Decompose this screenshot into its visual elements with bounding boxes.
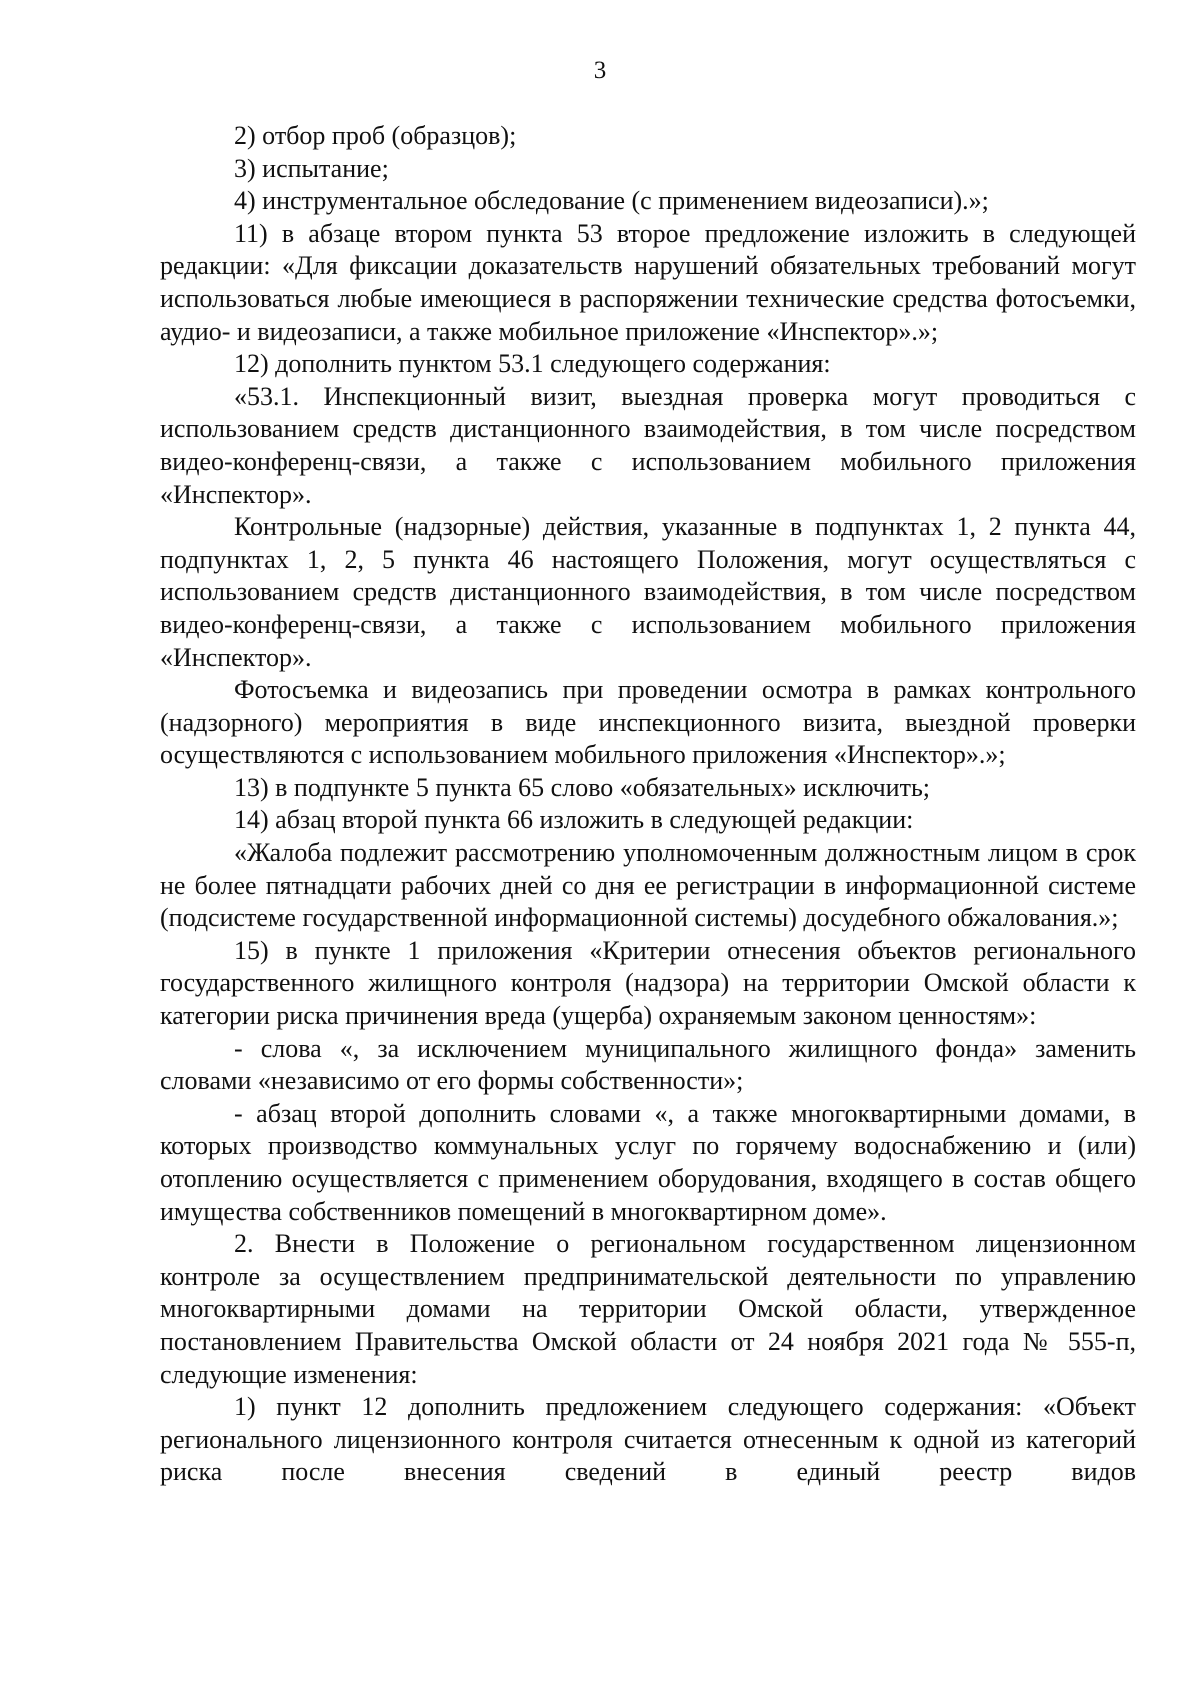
paragraph-section-2-item-1: 1) пункт 12 дополнить предложением следующего содержания: «Объект регионального лицензионного контроля считается отнесенным к одной из категорий риска после внесения сведений в единый реестр видов [160, 1392, 1136, 1487]
paragraph-second-abzac: - абзац второй дополнить словами «, а также многоквартирными домами, в которых производство коммунальных услуг по горячему водоснабжению и (или) отоплению осуществляется с применением оборудования, входящего в состав общего имущества собственников помещений в многоквартирном доме». [160, 1098, 1136, 1226]
paragraph-amendment-11: 11) в абзаце втором пункта 53 второе предложение изложить в следующей редакции: «Для фиксации доказательств нарушений обязательных требований могут использоваться любые имеющиеся в распоряжении технические средства фотосъемки, аудио- и видеозаписи, а также мобильное приложение «Инспектор».»; [160, 218, 1136, 346]
paragraph-clause-53-1: «53.1. Инспекционный визит, выездная проверка могут проводиться с использованием средств дистанционного взаимодействия, в том числе посредством видео-конференц-связи, а также с использованием мобильного приложения «Инспектор». [160, 381, 1136, 509]
paragraph-item-4: 4) инструментальное обследование (с применением видеозаписи).»; [234, 186, 989, 216]
paragraph-amendment-13: 13) в подпункте 5 пункта 65 слово «обязательных» исключить; [234, 772, 931, 802]
paragraph-item-3: 3) испытание; [234, 153, 389, 183]
page-number: 3 [593, 57, 607, 84]
paragraph-words-replace: - слова «, за исключением муниципального жилищного фонда» заменить словами «независимо от его формы собственности»; [160, 1033, 1136, 1096]
paragraph-amendment-12: 12) дополнить пунктом 53.1 следующего содержания: [234, 349, 831, 379]
paragraph-complaint: «Жалоба подлежит рассмотрению уполномоченным должностным лицом в срок не более пятнадцати рабочих дней со дня ее регистрации в информационной системе (подсистеме государственной информационной системы) досудебного обжалования.»; [160, 838, 1136, 933]
paragraph-control-actions: Контрольные (надзорные) действия, указанные в подпунктах 1, 2 пункта 44, подпунктах 1, 2, 5 пункта 46 настоящего Положения, могут осуществляться с использованием средств дистанционного взаимодействия, в том числе посредством видео-конференц-связи, а также с использованием мобильного приложения «Инспектор». [160, 512, 1136, 672]
paragraph-amendment-15: 15) в пункте 1 приложения «Критерии отнесения объектов регионального государственного жилищного контроля (надзора) на территории Омской области к категории риска причинения вреда (ущерба) охраняемым законом ценностям»: [160, 935, 1136, 1031]
paragraph-item-2: 2) отбор проб (образцов); [234, 121, 517, 150]
paragraph-photo-video: Фотосъемка и видеозапись при проведении осмотра в рамках контрольного (надзорного) мероприятия в виде инспекционного визита, выездной проверки осуществляются с использованием мобильного приложения «Инспектор».»; [160, 675, 1136, 770]
paragraph-amendment-14: 14) абзац второй пункта 66 изложить в следующей редакции: [234, 805, 914, 835]
document-body [160, 120, 1136, 1489]
paragraph-section-2: 2. Внести в Положение о региональном государственном лицензионном контроле за осуществлением предпринимательской деятельности по управлению многоквартирными домами на территории Омской области, утвержденное постановлением Правительства Омской области от 24 ноября 2021 года № 555-п, следующие изменения: [160, 1229, 1136, 1389]
